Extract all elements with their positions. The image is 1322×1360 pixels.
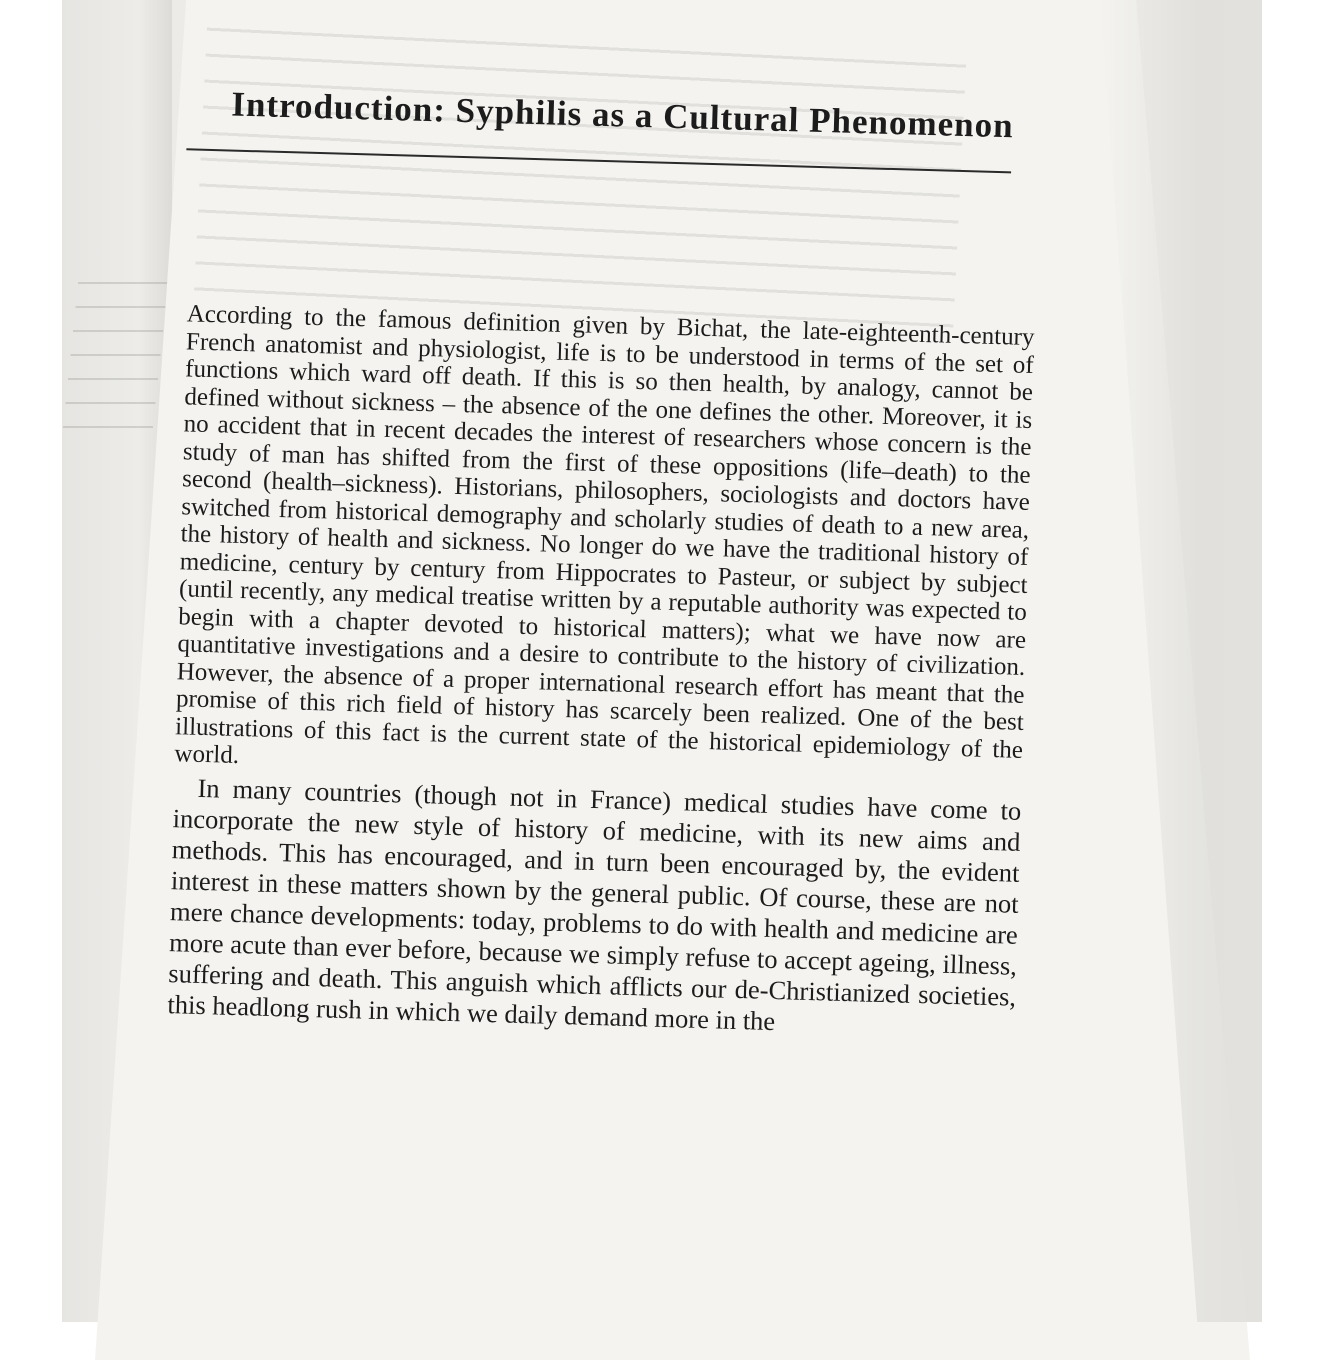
chapter-title: Introduction: Syphilis as a Cultural Phenomenon [230,84,1015,146]
paragraph-1: According to the famous definition given by Bichat, the late-eighteenth-century French anatomist and physiologist, life is to be understood in terms of the set of functions which ward off death. If this is so then health, by analogy, cannot be defined without sickness – the absence of the one defines the other. Moreover, it is no accident that in recent decades the interest of researchers whose concern is the study of man has shifted from the first of these oppositions (life–death) to the second (health–sickness). Historians, philosophers, sociologists and doctors have switched from historical demography and scholarly studies of death to a new area, the history of health and sickness. No longer do we have the traditional history of medicine, century by century from Hippocrates to Pasteur, or subject by subject (until recently, any medical treatise written by a reputable authority was expected to begin with a chapter devoted to historical matters); what we have now are quantitative investigations and a desire to contribute to the history of civilization. However, the absence of a proper international research effort has meant that the promise of this rich field of history has scarcely been realized. One of the best illustrations of this fact is the current state of the historical epidemiology of the world. [174,300,1035,769]
body-text [107,299,1087,1045]
page-content [107,82,1093,1045]
title-rule [186,148,1011,173]
paragraph-2: In many countries (though not in France) medical studies have come to incorporate the new style of history of medicine, with its new aims and methods. This has encouraged, and in turn been encouraged by, the evident interest in these matters shown by the general public. Of course, these are not mere chance developments: today, problems to do with health and medicine are more acute than ever before, because we simply refuse to accept ageing, illness, suffering and death. This anguish which afflicts our de-Christianized societies, this headlong rush in which we daily demand more in the [167,772,1022,1036]
